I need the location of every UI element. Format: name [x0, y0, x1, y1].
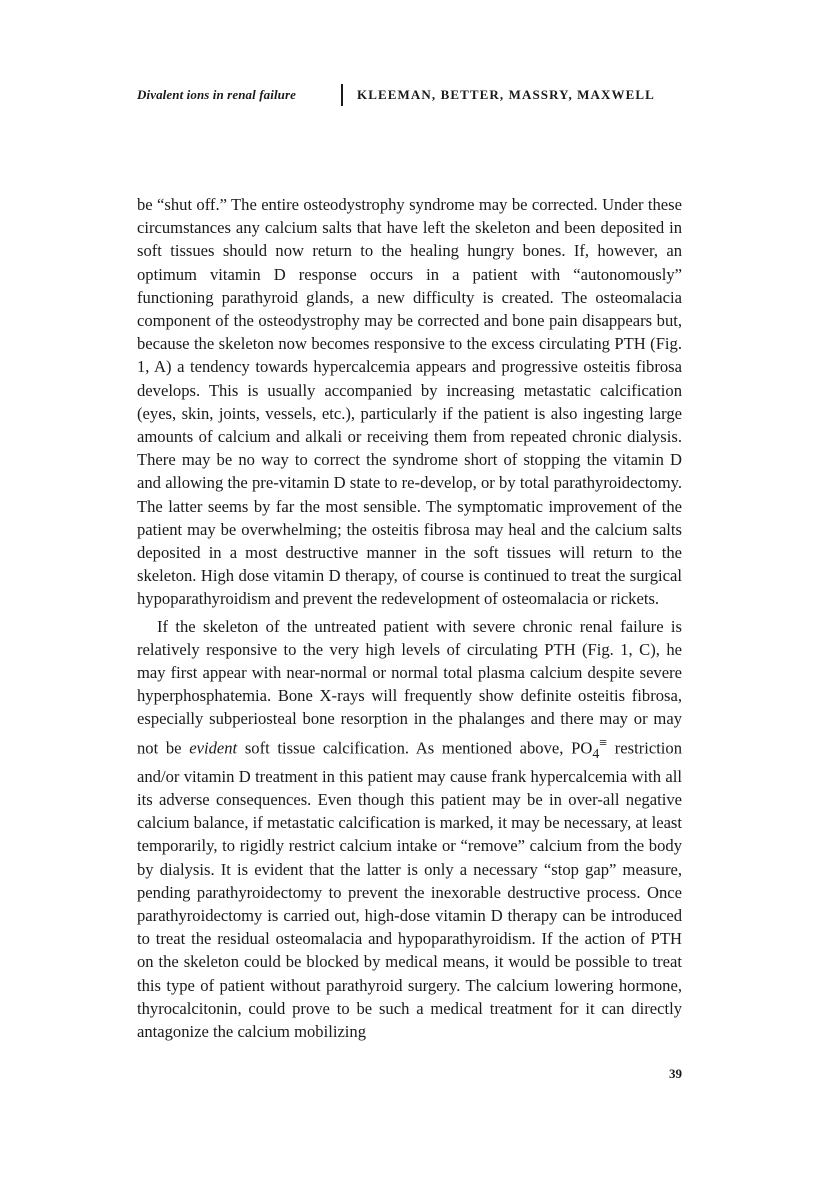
paragraph-2 — [137, 615, 682, 1044]
running-head — [137, 84, 682, 106]
article-body — [137, 193, 682, 1043]
running-head-title: Divalent ions in renal failure — [137, 87, 297, 102]
paragraph-2-text-c: restriction and/or vitamin D treatment in this patient may cause frank hypercalcemia with all its adverse consequences. Even though this patient may be in over-all negative calcium balance, if metastatic calcification is marked, it may be necessary, at least temporarily, to rigidly restrict calcium intake or “remove” calcium from the body by dialysis. It is evident that the latter is only a necessary “stop gap” measure, pending parathyroidectomy to prevent the inexorable destructive process. Once parathyroidectomy is carried out, high-dose vitamin D therapy can be introduced to treat the residual osteomalacia and hypoparathyroidism. If the action of PTH on the skeleton could be blocked by medical means, it would be possible to treat this type of patient without parathyroid surgery. The calcium lowering hormone, thyrocalcitonin, could prove to be such a medical treatment for it can directly antagonize the calcium mobilizing — [137, 738, 683, 1041]
paragraph-1: be “shut off.” The entire osteodystrophy syndrome may be corrected. Under these circumstances any calcium salts that have left the skeleton and been deposited in soft tissues should now return to the healing hungry bones. If, however, an optimum vitamin D response occurs in a patient with “autonomously” functioning parathyroid glands, a new difficulty is created. The osteomalacia component of the osteodystrophy may be corrected and bone pain disappears but, because the skeleton now becomes responsive to the excess circulating PTH (Fig. 1, A) a tendency towards hypercalcemia appears and progressive osteitis fibrosa develops. This is usually accompanied by increasing metastatic calcification (eyes, skin, joints, vessels, etc.), particularly if the patient is also ingesting large amounts of calcium and alkali or receiving them from repeated chronic dialysis. There may be no way to correct the syndrome short of stopping the vitamin D and allowing the pre-vitamin D state to re-develop, or by total parathyroidectomy. The latter seems by far the most sensible. The symptomatic improvement of the patient may be overwhelming; the osteitis fibrosa may heal and the calcium salts deposited in a most destructive manner in the soft tissues will return to the skeleton. High dose vitamin D therapy, of course is continued to treat the surgical hypoparathyroidism and prevent the redevelopment of osteomalacia or rickets. — [137, 195, 682, 609]
paragraph-2-text-a: If the skeleton of the untreated patient with severe chronic renal failure is relatively responsive to the very high levels of circulating PTH (Fig. 1, C), he may first appear with near-normal or normal total plasma calcium despite severe hyperphosphatemia. Bone X-rays will frequently show definite osteitis fibrosa, especially subperiosteal bone resorption in the phalanges and there may or may not be — [137, 616, 682, 758]
emphasis-evident: evident — [189, 738, 238, 758]
phosphate-subscript: 4 — [592, 745, 600, 761]
phosphate-charge: ≡ — [599, 734, 608, 750]
page-number: 39 — [669, 1066, 682, 1081]
paragraph-2-text-b: soft tissue calcification. As mentioned above, PO — [244, 738, 593, 758]
running-head-authors: KLEEMAN, BETTER, MASSRY, MAXWELL — [357, 87, 655, 102]
running-head-divider — [341, 84, 343, 106]
